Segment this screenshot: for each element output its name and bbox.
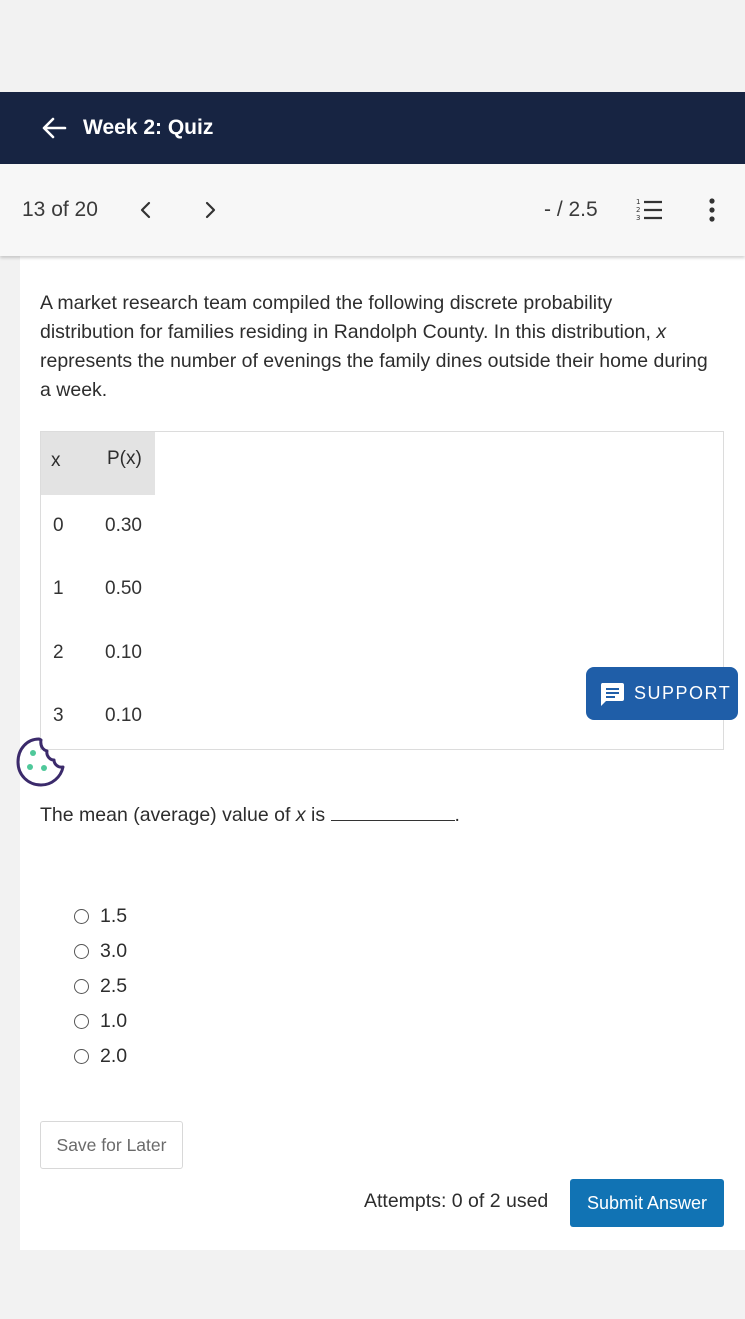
answer-option[interactable] — [74, 934, 127, 969]
chevron-left-icon — [138, 200, 152, 220]
next-question-button[interactable] — [198, 194, 224, 226]
cookie-icon — [14, 736, 68, 790]
back-button[interactable] — [38, 112, 70, 144]
column-header-px: P(x) — [107, 448, 142, 469]
table-cell: 0 — [53, 515, 64, 536]
chevron-right-icon — [204, 200, 218, 220]
option-label: 2.0 — [100, 1045, 128, 1067]
svg-text:3: 3 — [636, 214, 641, 222]
question-counter: 13 of 20 — [22, 198, 98, 221]
support-button[interactable] — [586, 667, 738, 720]
table-row — [41, 558, 155, 621]
numbered-list-icon — [634, 196, 664, 224]
table-cell: 2 — [53, 642, 64, 663]
save-for-later-button[interactable]: Save for Later — [40, 1121, 183, 1169]
answer-option[interactable] — [74, 899, 127, 934]
svg-text:2: 2 — [636, 206, 641, 214]
table-cell: 0.50 — [105, 578, 142, 599]
answer-option[interactable] — [74, 1004, 127, 1039]
arrow-left-icon — [41, 116, 67, 140]
table-cell: 1 — [53, 578, 64, 599]
radio-button[interactable] — [74, 1014, 89, 1029]
answer-option[interactable] — [74, 969, 127, 1004]
column-header-x: x — [51, 450, 61, 471]
page-title: Week 2: Quiz — [83, 116, 214, 139]
table-row — [41, 621, 155, 684]
answer-option[interactable] — [74, 1039, 127, 1074]
attempts-text: Attempts: 0 of 2 used — [364, 1190, 549, 1212]
cookie-settings-button[interactable] — [14, 736, 68, 790]
option-label: 3.0 — [100, 940, 128, 962]
more-vertical-icon — [708, 198, 716, 222]
table-cell: 0.10 — [105, 705, 142, 726]
question-nav-bar — [0, 164, 745, 256]
question-panel — [20, 256, 745, 1250]
option-label: 2.5 — [100, 975, 128, 997]
previous-question-button[interactable] — [132, 194, 158, 226]
top-app-bar — [0, 92, 745, 164]
more-options-button[interactable] — [700, 194, 724, 226]
answer-blank — [331, 803, 455, 821]
table-cell: 3 — [53, 705, 64, 726]
svg-text:1: 1 — [636, 198, 641, 206]
answer-options — [74, 899, 127, 1074]
radio-button[interactable] — [74, 909, 89, 924]
option-label: 1.0 — [100, 1010, 128, 1032]
submit-answer-button[interactable]: Submit Answer — [570, 1179, 724, 1227]
question-text: A market research team compiled the following discrete probability distribution for families residing in Randolph County. In this distribution, x represents the number of evenings the family dines outside their home during a week. — [40, 292, 708, 401]
radio-button[interactable] — [74, 979, 89, 994]
table-cell: 0.10 — [105, 642, 142, 663]
mean-question-text: The mean (average) value of x is . — [40, 804, 460, 826]
score-display: - / 2.5 — [544, 198, 598, 221]
table-row — [41, 495, 155, 558]
table-header — [41, 432, 155, 495]
question-list-button[interactable] — [634, 196, 666, 226]
option-label: 1.5 — [100, 905, 128, 927]
chat-message-icon — [599, 681, 625, 707]
support-label: SUPPORT — [634, 683, 732, 703]
radio-button[interactable] — [74, 944, 89, 959]
table-cell: 0.30 — [105, 515, 142, 536]
radio-button[interactable] — [74, 1049, 89, 1064]
